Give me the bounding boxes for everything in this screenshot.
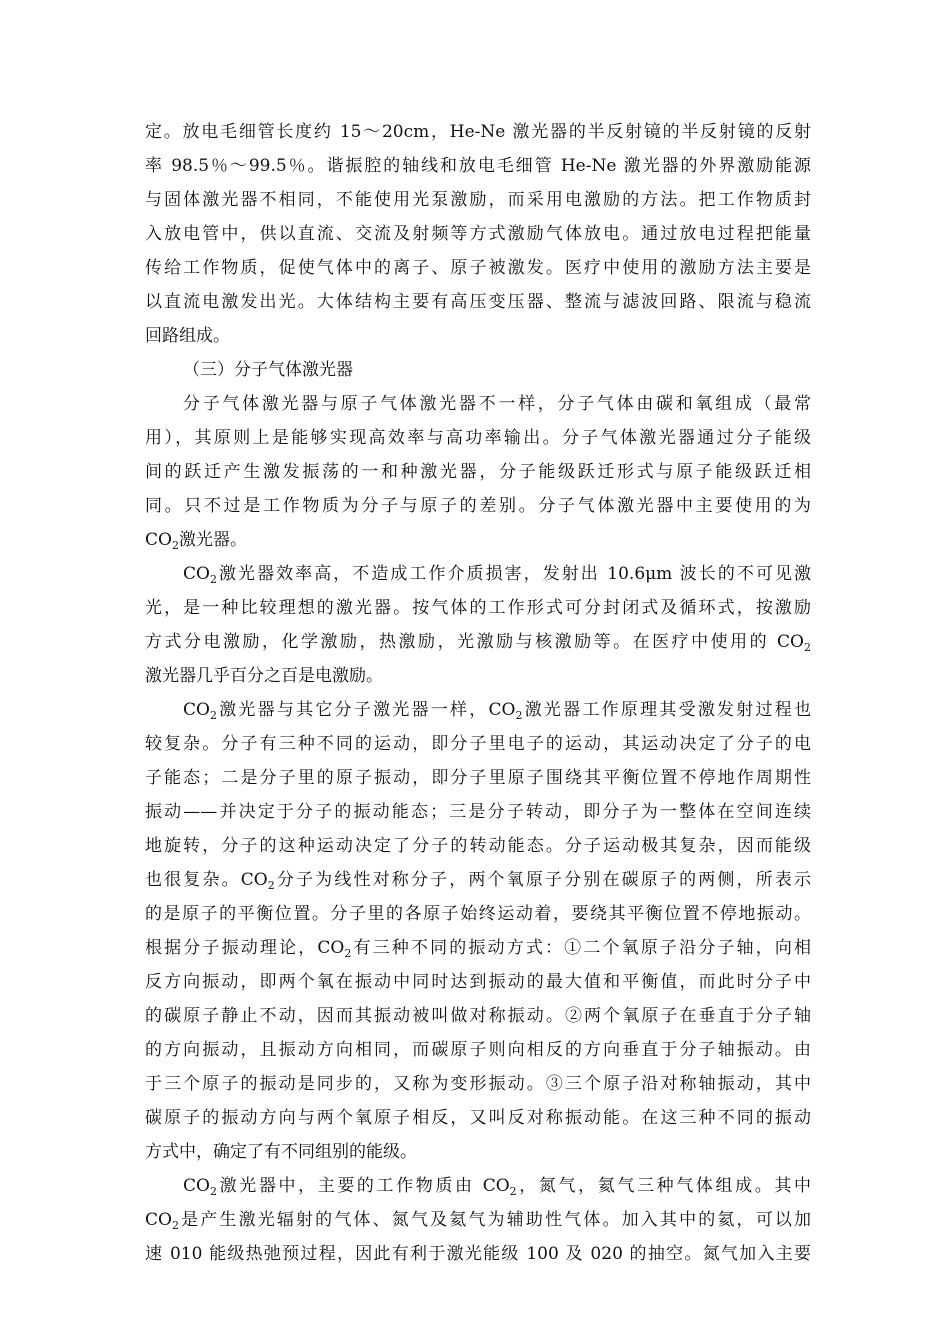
text-line: 入放电管中，供以直流、交流及射频等方式激励气体放电。通过放电过程把能量 [145,224,811,244]
text-line: 子能态；二是分子里的原子振动，即分子里原子围绕其平衡位置不停地作周期性 [145,768,811,788]
formula-subscript: 2 [209,709,217,722]
formula-subscript: 2 [515,709,523,722]
text-line: 较复杂。分子有三种不同的运动，即分子里电子的运动，其运动决定了分子的电 [145,734,811,754]
text-line: 振动——并决定于分子的振动能态；三是分子转动，即分子为一整体在空间连续 [145,802,811,822]
text-line: 速 010 能级热弛预过程，因此有利于激光能级 100 及 020 的抽空。氮气加入主要 [145,1244,811,1264]
text-line: 间的跃迁产生激发振荡的一和种激光器，分子能级跃迁形式与原子能级跃迁相 [145,462,811,482]
text-line: $CO_2$激光器效率高，不造成工作介质损害，发射出 10.6μm 波长的不可见激 [183,564,811,586]
text-line: 的是原子的平衡位置。分子里的各原子始终运动着，要绕其平衡位置不停地振动。 [145,904,811,924]
text-line: 传给工作物质，促使气体中的离子、原子被激发。医疗中使用的激励方法主要是 [145,258,811,278]
text-line: 同。只不过是工作物质为分子与原子的差别。分子气体激光器中主要使用的为 [145,496,811,516]
formula-subscript: 2 [267,879,275,892]
formula-subscript: 2 [209,1185,217,1198]
text-line: $CO_2$激光器。 [145,530,247,552]
text-line: 碳原子的振动方向与两个氧原子相反，又叫反对称振动能。在这三种不同的振动 [145,1108,811,1128]
text-line: 反方向振动，即两个氧在振动中同时达到振动的最大值和平衡值，而此时分子中 [145,972,811,992]
formula-subscript: 2 [209,573,217,586]
formula-subscript: 2 [171,1219,179,1232]
text-line: 光，是一种比较理想的激光器。按气体的工作形式可分封闭式及循环式，按激励 [145,598,811,618]
text-line: $CO_2$激光器中，主要的工作物质由 $CO_2$，氮气，氦气三种气体组成。其中 [183,1176,811,1198]
text-line: 方式分电激励，化学激励，热激励，光激励与核激励等。在医疗中使用的 $CO_2$ [145,632,811,654]
formula-subscript: 2 [509,1185,517,1198]
text-line: 根据分子振动理论，$CO_2$有三种不同的振动方式：①二个氧原子沿分子轴，向相 [145,938,811,960]
section-heading: （三）分子气体激光器 [183,360,353,380]
formula-subscript: 2 [344,947,352,960]
text-line: $CO_2$是产生激光辐射的气体、氮气及氦气为辅助性气体。加入其中的氦，可以加 [145,1210,811,1232]
text-line: 的方向振动，且振动方向相同，而碳原子则向相反的方向垂直于分子轴振动。由 [145,1040,811,1060]
text-line: 也很复杂。$CO_2$分子为线性对称分子，两个氧原子分别在碳原子的两侧，所表示 [145,870,811,892]
text-line: 分子气体激光器与原子气体激光器不一样，分子气体由碳和氧组成（最常 [183,394,811,414]
text-line: 地旋转，分子的这种运动决定了分子的转动能态。分子运动极其复杂，因而能级 [145,836,811,856]
text-line: 率 98.5％～99.5％。谐振腔的轴线和放电毛细管 He-Ne 激光器的外界激励能源 [145,156,811,176]
formula-subscript: 2 [804,641,811,654]
text-line: 以直流电激发出光。大体结构主要有高压变压器、整流与滤波回路、限流与稳流 [145,292,811,312]
text-line: 于三个原子的振动是同步的，又称为变形振动。③三个原子沿对称轴振动，其中 [145,1074,811,1094]
text-line: 方式中，确定了有不同组别的能级。 [145,1142,417,1162]
text-line: 回路组成。 [145,326,230,346]
formula-subscript: 2 [171,539,179,552]
text-line: 用），其原则上是能够实现高效率与高功率输出。分子气体激光器通过分子能级 [145,428,811,448]
text-line: 定。放电毛细管长度约 15～20cm，He-Ne 激光器的半反射镜的半反射镜的反射 [145,122,811,142]
text-line: 与固体激光器不相同，不能使用光泵激励，而采用电激励的方法。把工作物质封 [145,190,811,210]
text-line: 激光器几乎百分之百是电激励。 [145,666,383,686]
text-line: $CO_2$激光器与其它分子激光器一样，$CO_2$激光器工作原理其受激发射过程也 [183,700,811,722]
text-line: 的碳原子静止不动，因而其振动被叫做对称振动。②两个氧原子在垂直于分子轴 [145,1006,811,1026]
